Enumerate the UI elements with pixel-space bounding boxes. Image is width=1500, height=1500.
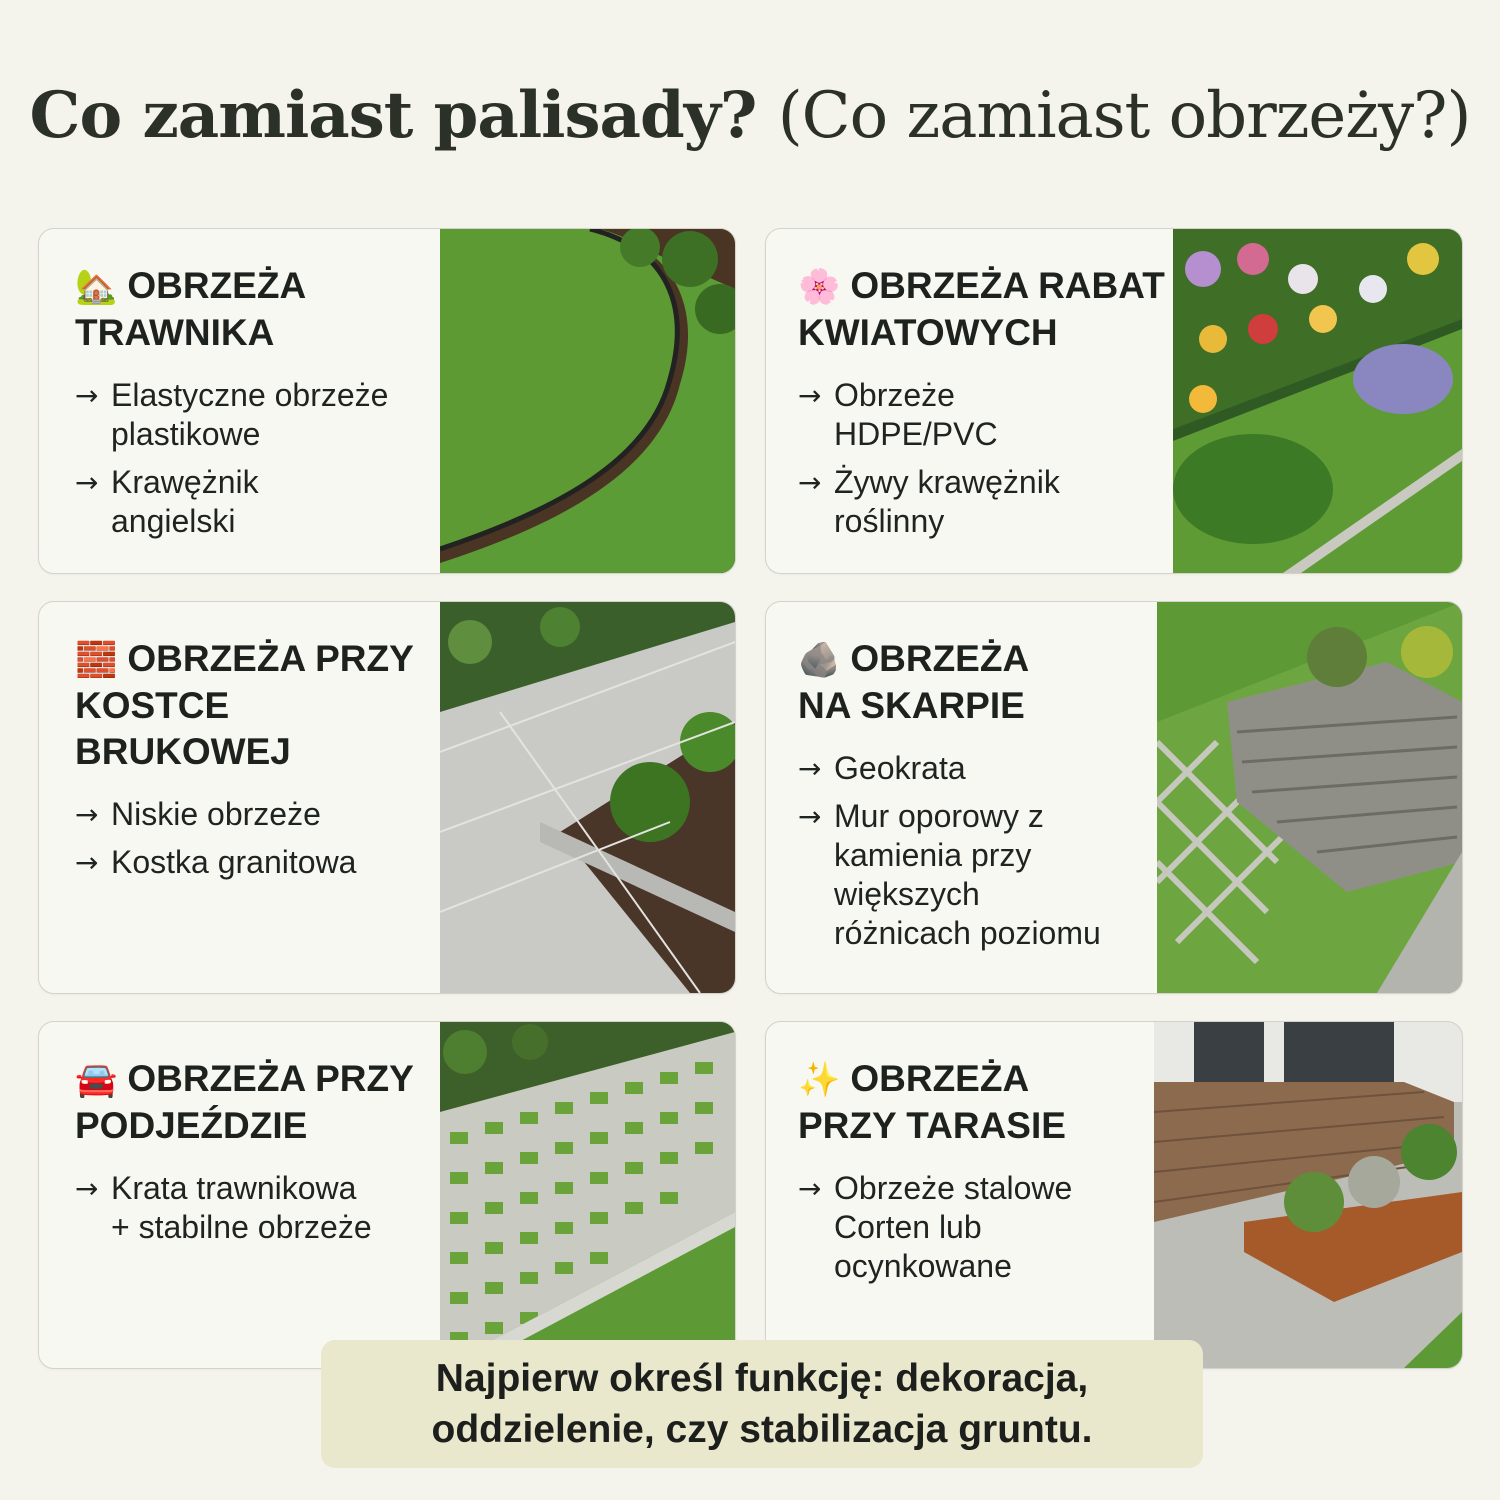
arrow-right-icon: → — [798, 752, 822, 785]
arrow-right-icon: → — [75, 846, 99, 879]
bullet-item: → Mur oporowy z kamienia przy większych różnicach poziomu — [798, 798, 1101, 951]
cherry-blossom-icon: 🌸 — [798, 268, 841, 306]
arrow-right-icon: → — [798, 379, 822, 412]
card-heading: 🧱 OBRZEŻA PRZY KOSTCE BRUKOWEJ — [75, 638, 414, 772]
bullet-item: → Obrzeże stalowe Corten lub ocynkowane — [798, 1170, 1073, 1284]
arrow-right-icon: → — [75, 379, 99, 412]
driveway-photo — [440, 1022, 735, 1368]
bullet-item: → Obrzeże HDPE/PVC — [798, 377, 998, 452]
arrow-right-icon: → — [798, 1172, 822, 1205]
card-lawn-edging — [38, 228, 736, 574]
bullet-item: → Kostka granitowa — [75, 844, 357, 880]
lawn-edging-photo — [440, 229, 735, 573]
house-with-garden-icon: 🏡 — [75, 268, 118, 306]
card-heading: ✨ OBRZEŻA PRZY TARASIE — [798, 1058, 1066, 1146]
footer-tip — [321, 1340, 1203, 1468]
bullet-item: → Żywy krawężnik roślinny — [798, 464, 1060, 539]
page-title — [0, 78, 1500, 153]
footer-line-1: Najpierw określ funkcję: dekoracja, — [435, 1357, 1089, 1400]
card-slope-edging — [765, 601, 1463, 994]
card-heading: 🪨 OBRZEŻA NA SKARPIE — [798, 638, 1030, 726]
sparkles-icon: ✨ — [798, 1061, 841, 1099]
card-heading: 🌸 OBRZEŻA RABAT KWIATOWYCH — [798, 265, 1165, 353]
card-heading: 🚘 OBRZEŻA PRZY PODJEŹDZIE — [75, 1058, 414, 1146]
car-icon: 🚘 — [75, 1061, 118, 1099]
card-heading: 🏡 OBRZEŻA TRAWNIKA — [75, 265, 307, 353]
paving-photo — [440, 602, 735, 993]
bullet-item: → Krata trawnikowa + stabilne obrzeże — [75, 1170, 372, 1245]
bullet-item: → Geokrata — [798, 750, 966, 786]
bullet-item: → Niskie obrzeże — [75, 796, 321, 832]
arrow-right-icon: → — [75, 798, 99, 831]
title-main: Co zamiast palisady? — [29, 78, 757, 153]
rock-icon: 🪨 — [798, 641, 841, 679]
bullet-item: → Elastyczne obrzeże plastikowe — [75, 377, 389, 452]
footer-line-2: oddzielenie, czy stabilizacja gruntu. — [431, 1408, 1093, 1451]
arrow-right-icon: → — [75, 466, 99, 499]
card-terrace-edging — [765, 1021, 1463, 1369]
flowerbed-photo — [1173, 229, 1462, 573]
card-paving-edging — [38, 601, 736, 994]
slope-photo — [1157, 602, 1462, 993]
title-paren: (Co zamiast obrzeży?) — [777, 79, 1471, 153]
bullet-item: → Krawężnik angielski — [75, 464, 259, 539]
brick-icon: 🧱 — [75, 641, 118, 679]
terrace-photo — [1154, 1022, 1462, 1368]
card-flowerbed-edging — [765, 228, 1463, 574]
arrow-right-icon: → — [75, 1172, 99, 1205]
arrow-right-icon: → — [798, 466, 822, 499]
card-driveway-edging — [38, 1021, 736, 1369]
arrow-right-icon: → — [798, 800, 822, 833]
